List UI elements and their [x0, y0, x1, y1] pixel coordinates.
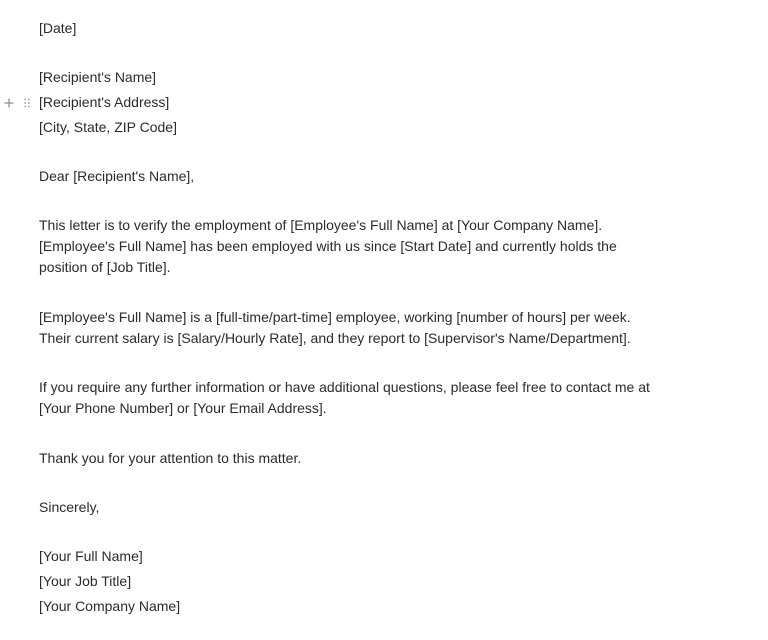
- paragraph-3-block[interactable]: [0, 377, 768, 422]
- recipient-address-block[interactable]: [0, 92, 768, 116]
- paragraph-4-block[interactable]: [0, 448, 768, 472]
- date-line[interactable]: [Date]: [39, 20, 77, 36]
- paragraph-1-block[interactable]: [0, 215, 768, 281]
- signature-title-line[interactable]: [Your Job Title]: [39, 573, 132, 589]
- signature-company-block[interactable]: [0, 596, 768, 620]
- recipient-address-line[interactable]: [Recipient's Address]: [39, 94, 170, 110]
- closing-line[interactable]: Sincerely,: [39, 499, 100, 515]
- signature-company-line[interactable]: [Your Company Name]: [39, 598, 181, 614]
- paragraph-2-block[interactable]: [0, 307, 768, 352]
- paragraph-3-line-2[interactable]: [Your Phone Number] or [Your Email Address].: [39, 400, 327, 416]
- paragraph-1-line-1[interactable]: This letter is to verify the employment of [Employee's Full Name] at [Your Company Name].: [39, 217, 603, 233]
- paragraph-1-line-2[interactable]: [Employee's Full Name] has been employed with us since [Start Date] and currently holds the: [39, 238, 617, 254]
- paragraph-3-line-1[interactable]: If you require any further information or have additional questions, please feel free to contact me at: [39, 379, 650, 395]
- city-state-zip-line[interactable]: [City, State, ZIP Code]: [39, 119, 177, 135]
- recipient-name-line[interactable]: [Recipient's Name]: [39, 69, 157, 85]
- paragraph-1-line-3[interactable]: position of [Job Title].: [39, 259, 171, 275]
- signature-title-block[interactable]: [0, 571, 768, 595]
- salutation-line[interactable]: Dear [Recipient's Name],: [39, 168, 195, 184]
- drag-handle-icon[interactable]: [23, 92, 31, 113]
- plus-icon[interactable]: [3, 92, 15, 113]
- signature-name-line[interactable]: [Your Full Name]: [39, 548, 143, 564]
- paragraph-2-line-1[interactable]: [Employee's Full Name] is a [full-time/part-time] employee, working [number of hours] per week.: [39, 309, 631, 325]
- paragraph-4-line[interactable]: Thank you for your attention to this matter.: [39, 450, 302, 466]
- date-block[interactable]: [0, 18, 768, 42]
- signature-name-block[interactable]: [0, 546, 768, 570]
- closing-block[interactable]: [0, 497, 768, 521]
- paragraph-2-line-2[interactable]: Their current salary is [Salary/Hourly Rate], and they report to [Supervisor's Name/Department].: [39, 330, 631, 346]
- salutation-block[interactable]: [0, 166, 768, 190]
- recipient-name-block[interactable]: [0, 67, 768, 91]
- city-state-zip-block[interactable]: [0, 117, 768, 141]
